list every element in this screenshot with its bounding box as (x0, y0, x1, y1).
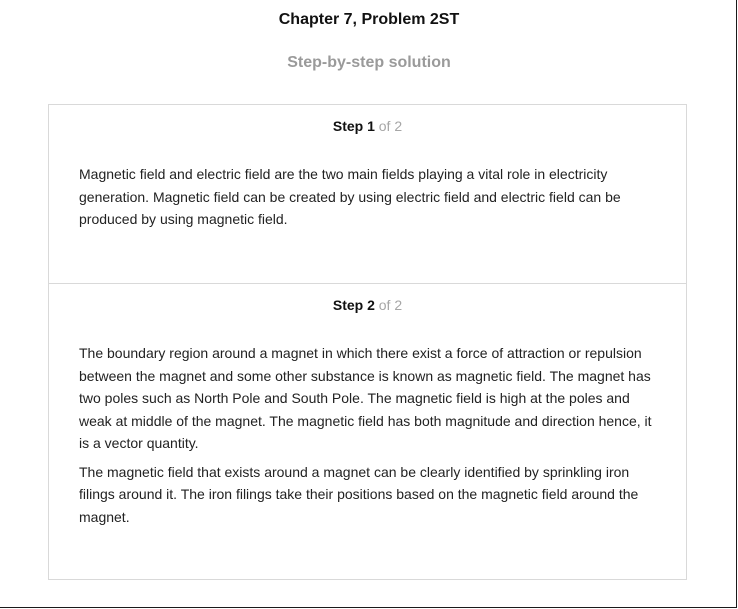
step-1-body (79, 163, 663, 237)
page-subtitle: Step-by-step solution (287, 54, 451, 71)
solution-box (48, 104, 687, 580)
step-2-header (49, 297, 686, 313)
step-1-paragraph-1: Magnetic field and electric field are the two main fields playing a vital role in electricity generation. Magnetic field can be created by using electric field and electric field can be produced by using magnetic field. (79, 166, 621, 227)
step-2-label: Step 2 (332, 297, 375, 313)
step-2-body (79, 342, 663, 534)
step-1-header (49, 118, 686, 134)
step-2-count: of 2 (378, 297, 403, 313)
step-1-count: of 2 (378, 118, 403, 134)
page-title: Chapter 7, Problem 2ST (278, 11, 460, 28)
step-2-paragraph-2: The magnetic field that exists around a magnet can be clearly identified by sprinkling iron filings around it. The iron filings take their positions based on the magnetic field around the magnet. (79, 463, 639, 525)
step-1-label: Step 1 (332, 118, 375, 134)
step-2 (49, 284, 686, 579)
step-1 (49, 105, 686, 284)
step-2-paragraph-1: The boundary region around a magnet in which there exist a force of attraction or repulsion between the magnet and some other substance is known as magnetic field. The magnet has two poles such as North Pole and South Pole. The magnetic field is high at the poles and weak at middle of the magnet. The magnetic field has both magnitude and direction hence, it is a vector quantity. (79, 345, 652, 451)
